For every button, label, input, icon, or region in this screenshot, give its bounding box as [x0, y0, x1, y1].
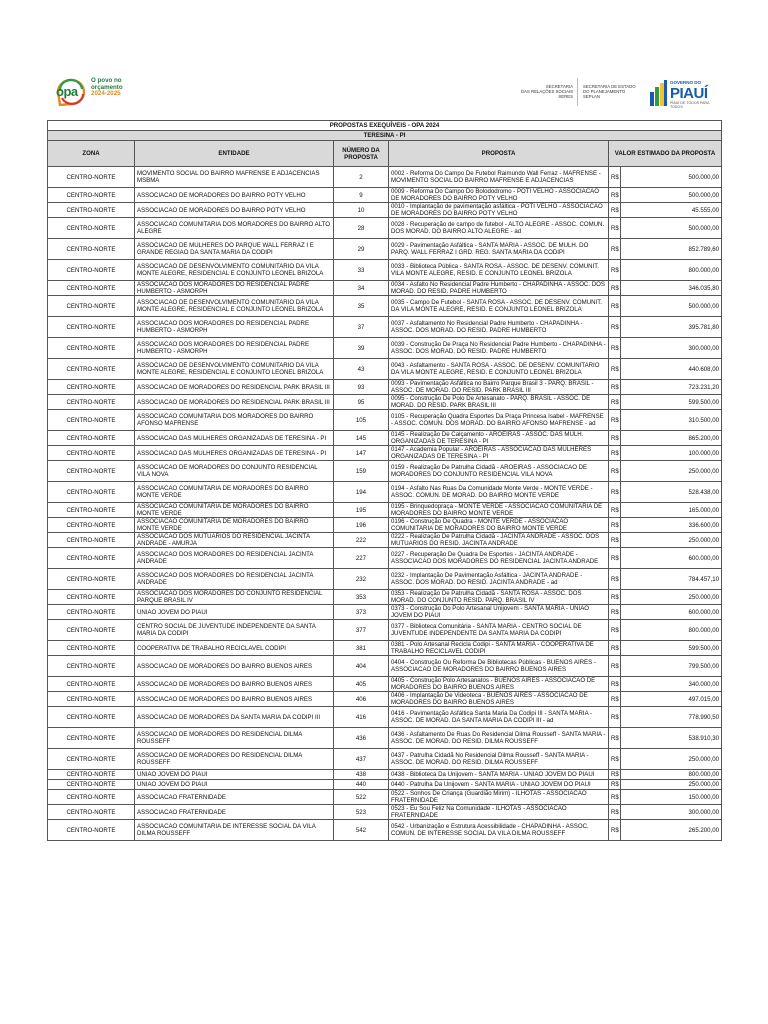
cell-valor: 800.000,00: [621, 770, 722, 780]
table-row: [48, 167, 722, 188]
cell-valor: 336.600,00: [621, 518, 722, 533]
cell-proposta: 0095 - Construção De Polo De Artesanato - PARQ. BRASIL - ASSOC. DE MORAD. DO RESID. PARK BRASIL III: [389, 395, 609, 410]
cell-numero: 523: [334, 805, 389, 820]
cell-proposta: 0159 - Realização De Patrulha Cidadã - AROEIRAS - ASSOCIACAO DE MORADORES DO CONJUNTO RESIDENCIAL VILA NOVA: [389, 461, 609, 482]
cell-proposta: 0029 - Pavimentação Asfáltica - SANTA MARIA - ASSOC. DE MULH. DO PARQ. WALL FERRAZ I GRD. REG. SANTA MARIA DA CODIPI: [389, 239, 609, 260]
cell-currency: R$: [609, 790, 621, 805]
cell-currency: R$: [609, 482, 621, 503]
cell-valor: 100.000,00: [621, 446, 722, 461]
cell-numero: 2: [334, 167, 389, 188]
cell-numero: 37: [334, 317, 389, 338]
cell-currency: R$: [609, 260, 621, 281]
cell-proposta: 0381 - Polo Artesanal Recicla Codipi - SANTA MARIA - COOPERATIVA DE TRABALHO RECICLAVEL CODIPI: [389, 641, 609, 656]
opa-wordmark: opa: [56, 84, 78, 99]
cell-entidade: ASSOCIACAO COMUNITARIA DOS MORADORES DO BAIRRO ALTO ALEGRE: [135, 218, 334, 239]
cell-entidade: ASSOCIACAO DE MORADORES DO BAIRRO POTY VELHO: [135, 188, 334, 203]
cell-numero: 34: [334, 281, 389, 296]
cell-proposta: 0196 - Construção De Quadra - MONTE VERDE - ASSOCIACAO COMUNITARIA DE MORADORES DO BAIRRO MONTE VERDE: [389, 518, 609, 533]
cell-zona: CENTRO-NORTE: [48, 605, 135, 620]
cell-zona: CENTRO-NORTE: [48, 281, 135, 296]
cell-entidade: ASSOCIACAO FRATERNIDADE: [135, 805, 334, 820]
cell-numero: 522: [334, 790, 389, 805]
cell-numero: 227: [334, 548, 389, 569]
piaui-flag-icon: [650, 80, 668, 106]
cell-currency: R$: [609, 446, 621, 461]
cell-zona: CENTRO-NORTE: [48, 548, 135, 569]
cell-zona: CENTRO-NORTE: [48, 620, 135, 641]
cell-valor: 528.438,00: [621, 482, 722, 503]
cell-numero: 9: [334, 188, 389, 203]
cell-zona: CENTRO-NORTE: [48, 338, 135, 359]
cell-zona: CENTRO-NORTE: [48, 239, 135, 260]
table-row: [48, 395, 722, 410]
cell-zona: CENTRO-NORTE: [48, 431, 135, 446]
cell-proposta: 0227 - Recuperação De Quadra De Esportes - JACINTA ANDRADE - ASSOCIACAO DOS MORADORES DO RESIDENCIAL JACINTA ANDRADE: [389, 548, 609, 569]
cell-currency: R$: [609, 749, 621, 770]
cell-zona: CENTRO-NORTE: [48, 641, 135, 656]
cell-numero: 436: [334, 728, 389, 749]
table-row: [48, 218, 722, 239]
cell-zona: CENTRO-NORTE: [48, 656, 135, 677]
cell-numero: 353: [334, 590, 389, 605]
seres-logo: [505, 84, 573, 99]
cell-valor: 310.500,00: [621, 410, 722, 431]
cell-entidade: ASSOCIACAO DE MORADORES DO RESIDENCIAL DILMA ROUSSEFF: [135, 728, 334, 749]
cell-currency: R$: [609, 805, 621, 820]
cell-entidade: ASSOCIACAO DE MULHERES DO PARQUE WALL FERRAZ I E GRANDE REGIAO DA SANTA MARIA DA CODIPI: [135, 239, 334, 260]
cell-entidade: ASSOCIACAO DOS MORADORES DO CONJUNTO RESIDENCIAL PARQUE BRASIL IV: [135, 590, 334, 605]
cell-valor: 500.000,00: [621, 188, 722, 203]
cell-numero: 93: [334, 380, 389, 395]
cell-currency: R$: [609, 317, 621, 338]
col-header-numero: NÚMERO DA PROPOSTA: [334, 141, 389, 167]
city-name: TERESINA - PI: [48, 131, 722, 141]
cell-proposta: 0353 - Realização De Patrulha Cidadã - SANTA ROSA - ASSOC. DOS MORAD. DO CONJUNTO RESID. PARQ. BRASIL IV: [389, 590, 609, 605]
cell-numero: 405: [334, 677, 389, 692]
cell-currency: R$: [609, 281, 621, 296]
cell-numero: 381: [334, 641, 389, 656]
cell-valor: 300.000,00: [621, 338, 722, 359]
tagline-line2: orçamento: [91, 83, 123, 91]
cell-numero: 437: [334, 749, 389, 770]
cell-valor: 800.000,00: [621, 260, 722, 281]
cell-valor: 599.500,00: [621, 641, 722, 656]
table-header-row: [48, 141, 722, 167]
cell-entidade: ASSOCIACAO DE MORADORES DO BAIRRO POTY VELHO: [135, 203, 334, 218]
cell-numero: 222: [334, 533, 389, 548]
cell-zona: CENTRO-NORTE: [48, 410, 135, 431]
cell-proposta: 0145 - Realização De Calçamento - AROEIRAS - ASSOC. DAS MULH. ORGANIZADAS DE TERESINA - PI: [389, 431, 609, 446]
cell-entidade: ASSOCIACAO DE MORADORES DA SANTA MARIA DA CODIPI III: [135, 707, 334, 728]
cell-currency: R$: [609, 820, 621, 841]
cell-entidade: ASSOCIACAO COMUNITARIA DOS MORADORES DO BAIRRO AFONSO MAFRENSE: [135, 410, 334, 431]
cell-currency: R$: [609, 605, 621, 620]
cell-entidade: COOPERATIVA DE TRABALHO RECICLAVEL CODIPI: [135, 641, 334, 656]
tagline-line1: O povo no: [91, 77, 122, 84]
cell-valor: 250.000,00: [621, 780, 722, 790]
table-row: [48, 707, 722, 728]
cell-proposta: 0039 - Construção De Praça No Residencial Padre Humberto - CHAPADINHA - ASSOC. DOS MORAD. DO RESID. PADRE HUMBERTO: [389, 338, 609, 359]
cell-zona: CENTRO-NORTE: [48, 780, 135, 790]
cell-currency: R$: [609, 461, 621, 482]
cell-proposta: 0010 - Implantação de pavimentação asfáltica - POTI VELHO - ASSOCIACAO DE MORADORES DO BAIRRO POTY VELHO: [389, 203, 609, 218]
table-row: [48, 446, 722, 461]
cell-valor: 250.000,00: [621, 749, 722, 770]
cell-numero: 29: [334, 239, 389, 260]
cell-zona: CENTRO-NORTE: [48, 728, 135, 749]
government-logos: [505, 78, 720, 110]
cell-zona: CENTRO-NORTE: [48, 692, 135, 707]
cell-zona: CENTRO-NORTE: [48, 569, 135, 590]
cell-zona: CENTRO-NORTE: [48, 359, 135, 380]
cell-proposta: 0043 - Asfaltamento - SANTA ROSA - ASSOC. DE DESENV. COMUNITARIO DA VILA MONTE ALEGRE, RESID. E CONJUNTO LEONEL BRIZOLA: [389, 359, 609, 380]
gov-label: GOVERNO DO: [670, 80, 702, 85]
cell-zona: CENTRO-NORTE: [48, 503, 135, 518]
cell-proposta: 0093 - Pavimentação Asfáltica no Bairro Parque Brasil 3 - PARQ. BRASIL - ASSOC. DE MORAD. DO RESID. PARK BRASIL III: [389, 380, 609, 395]
cell-currency: R$: [609, 770, 621, 780]
cell-zona: CENTRO-NORTE: [48, 805, 135, 820]
table-row: [48, 431, 722, 446]
cell-valor: 250.000,00: [621, 461, 722, 482]
cell-numero: 147: [334, 446, 389, 461]
table-row: [48, 203, 722, 218]
cell-currency: R$: [609, 167, 621, 188]
cell-entidade: ASSOCIACAO FRATERNIDADE: [135, 790, 334, 805]
cell-proposta: 0105 - Recuperação Quadra Esportes Da Praça Princesa Isabel - MAFRENSE - ASSOC. COMUN. DOS MORAD. DO BAIRRO AFONSO MAFRENSE - ad: [389, 410, 609, 431]
table-row: [48, 317, 722, 338]
seres-line2: DAS RELAÇÕES SOCIAIS: [520, 89, 573, 94]
cell-numero: 196: [334, 518, 389, 533]
cell-numero: 35: [334, 296, 389, 317]
table-row: [48, 605, 722, 620]
cell-valor: 395.781,80: [621, 317, 722, 338]
cell-currency: R$: [609, 641, 621, 656]
table-row: [48, 338, 722, 359]
cell-valor: 250.000,00: [621, 533, 722, 548]
cell-currency: R$: [609, 620, 621, 641]
cell-currency: R$: [609, 728, 621, 749]
cell-valor: 150.000,00: [621, 790, 722, 805]
cell-zona: CENTRO-NORTE: [48, 188, 135, 203]
cell-valor: 500.000,00: [621, 218, 722, 239]
cell-numero: 440: [334, 780, 389, 790]
cell-entidade: ASSOCIACAO DAS MULHERES ORGANIZADAS DE TERESINA - PI: [135, 431, 334, 446]
cell-zona: CENTRO-NORTE: [48, 296, 135, 317]
cell-proposta: 0195 - Brinquedopraça - MONTE VERDE - ASSOCIACAO COMUNITARIA DE MORADORES DO BAIRRO MONTE VERDE: [389, 503, 609, 518]
cell-zona: CENTRO-NORTE: [48, 167, 135, 188]
cell-numero: 28: [334, 218, 389, 239]
cell-currency: R$: [609, 677, 621, 692]
cell-valor: 165.000,00: [621, 503, 722, 518]
cell-valor: 852.789,60: [621, 239, 722, 260]
cell-currency: R$: [609, 431, 621, 446]
cell-currency: R$: [609, 569, 621, 590]
cell-valor: 497.015,00: [621, 692, 722, 707]
cell-numero: 39: [334, 338, 389, 359]
cell-valor: 600.000,00: [621, 548, 722, 569]
col-header-entidade: ENTIDADE: [135, 141, 334, 167]
table-row: [48, 677, 722, 692]
cell-proposta: 0147 - Academia Popular - AROEIRAS - ASSOCIACAO DAS MULHERES ORGANIZADAS DE TERESINA - PI: [389, 446, 609, 461]
table-row: [48, 641, 722, 656]
cell-entidade: ASSOCIACAO COMUNITARIA DE MORADORES DO BAIRRO MONTE VERDE: [135, 503, 334, 518]
cell-currency: R$: [609, 503, 621, 518]
cell-valor: 250.000,00: [621, 590, 722, 605]
table-row: [48, 503, 722, 518]
cell-proposta: 0523 - Eu Sou Feliz Na Comunidade - ILHOTAS - ASSOCIACAO FRATERNIDADE: [389, 805, 609, 820]
cell-currency: R$: [609, 188, 621, 203]
cell-proposta: 0035 - Campo De Futebol - SANTA ROSA - ASSOC. DE DESENV. COMUNIT. DA VILA MONTE ALEGRE, RESID. E CONJUNTO LEONEL BRIZOLA: [389, 296, 609, 317]
cell-proposta: 0222 - Realização De Patrulha Cidadã - JACINTA ANDRADE - ASSOC. DOS MUTUARIOS DO RESID. JACINTA ANDRADE: [389, 533, 609, 548]
table-row: [48, 780, 722, 790]
cell-proposta: 0542 - Urbanização e Estrutura Acessibilidade - CHAPADINHA - ASSOC. COMUN. DE INTERESSE SOCIAL DA VILA DILMA ROUSSEFF: [389, 820, 609, 841]
document-title-row: [48, 121, 722, 131]
cell-zona: CENTRO-NORTE: [48, 677, 135, 692]
cell-proposta: 0232 - Implantação De Pavimentação Asfáltica - JACINTA ANDRADE - ASSOC. DOS MORAD. DO RESID. JACINTA ANDRADE - ad: [389, 569, 609, 590]
table-row: [48, 569, 722, 590]
cell-currency: R$: [609, 692, 621, 707]
cell-valor: 45.555,00: [621, 203, 722, 218]
cell-proposta: 0373 - Construção Do Polo Artesanal Unijovem - SANTA MARIA - UNIAO JOVEM DO PIAUI: [389, 605, 609, 620]
governo-piaui-logo: [650, 78, 720, 108]
cell-valor: 340.000,00: [621, 677, 722, 692]
cell-numero: 194: [334, 482, 389, 503]
cell-numero: 373: [334, 605, 389, 620]
cell-proposta: 0404 - Construção Ou Reforma De Bibliotecas Públicas - BUENOS AIRES - ASSOCIACAO DE MORADORES DO BAIRRO BUENOS AIRES: [389, 656, 609, 677]
cell-valor: 500.000,00: [621, 167, 722, 188]
cell-entidade: ASSOCIACAO DOS MUTUARIOS DO RESIDENCIAL JACINTA ANDRADE - AMURJA: [135, 533, 334, 548]
cell-proposta: 0436 - Asfaltamento De Ruas Do Residencial Dilma Rousseff - SANTA MARIA - ASSOC. DE MORAD. DO RESID. DILMA ROUSSEFF: [389, 728, 609, 749]
gov-slogan: PIAUÍ DE TODOS PARA TODOS: [670, 101, 710, 109]
cell-zona: CENTRO-NORTE: [48, 260, 135, 281]
cell-proposta: 0028 - Recuperação de campo de futebol - ALTO ALEGRE - ASSOC. COMUN. DOS MORAD. DO BAIRRO ALTO ALEGRE - ad: [389, 218, 609, 239]
cell-entidade: ASSOCIACAO DE MORADORES DO BAIRRO BUENOS AIRES: [135, 677, 334, 692]
cell-proposta: 0416 - Pavimentação Asfáltica Santa Maria Da Codipi III - SANTA MARIA - ASSOC. DE MORAD. DA SANTA MARIA DA CODIPI III - ad: [389, 707, 609, 728]
gov-name: PIAUÍ: [670, 85, 708, 102]
cell-entidade: ASSOCIACAO COMUNITARIA DE MORADORES DO BAIRRO MONTE VERDE: [135, 482, 334, 503]
cell-zona: CENTRO-NORTE: [48, 482, 135, 503]
cell-valor: 799.500,00: [621, 656, 722, 677]
cell-entidade: ASSOCIACAO DE MORADORES DO RESIDENCIAL DILMA ROUSSEFF: [135, 749, 334, 770]
cell-numero: 95: [334, 395, 389, 410]
cell-currency: R$: [609, 395, 621, 410]
document-title: PROPOSTAS EXEQUÍVEIS - OPA 2024: [48, 121, 722, 131]
opa-tagline: [91, 78, 141, 98]
cell-entidade: ASSOCIACAO DOS MORADORES DO RESIDENCIAL PADRE HUMBERTO - ASMORPH: [135, 281, 334, 296]
col-header-valor: VALOR ESTIMADO DA PROPOSTA: [609, 141, 722, 167]
table-row: [48, 590, 722, 605]
table-row: [48, 239, 722, 260]
cell-numero: 542: [334, 820, 389, 841]
cell-proposta: 0440 - Patrulha Da Uniјovem - SANTA MARIA - UNIAO JOVEM DO PIAUI: [389, 780, 609, 790]
table-row: [48, 461, 722, 482]
table-row: [48, 482, 722, 503]
cell-currency: R$: [609, 296, 621, 317]
cell-zona: CENTRO-NORTE: [48, 707, 135, 728]
cell-valor: 300.000,00: [621, 805, 722, 820]
cell-numero: 10: [334, 203, 389, 218]
cell-currency: R$: [609, 518, 621, 533]
seplan-line2: DO PLANEJAMENTO: [583, 89, 626, 94]
cell-entidade: UNIAO JOVEM DO PIAUI: [135, 605, 334, 620]
cell-entidade: ASSOCIACAO DAS MULHERES ORGANIZADAS DE TERESINA - PI: [135, 446, 334, 461]
table-row: [48, 548, 722, 569]
table-row: [48, 188, 722, 203]
cell-entidade: ASSOCIACAO DE MORADORES DO RESIDENCIAL PARK BRASIL III: [135, 380, 334, 395]
seres-line1: SECRETARIA: [545, 84, 573, 89]
cell-valor: 599.500,00: [621, 395, 722, 410]
table-row: [48, 820, 722, 841]
table-row: [48, 281, 722, 296]
seres-line3: SERES: [558, 94, 573, 99]
cell-entidade: ASSOCIACAO COMUNITARIA DE INTERESSE SOCIAL DA VILA DILMA ROUSSEFF: [135, 820, 334, 841]
cell-proposta: 0406 - Implantação De Videoteca - BUENOS AIRES - ASSOCIACAO DE MORADORES DO BAIRRO BUENOS AIRES: [389, 692, 609, 707]
table-row: [48, 749, 722, 770]
cell-numero: 195: [334, 503, 389, 518]
cell-entidade: ASSOCIACAO DOS MORADORES DO RESIDENCIAL JACINTA ANDRADE: [135, 548, 334, 569]
cell-entidade: ASSOCIACAO DOS MORADORES DO RESIDENCIAL PADRE HUMBERTO - ASMORPH: [135, 317, 334, 338]
cell-proposta: 0405 - Construção Polo Artesanatos - BUENOS AIRES - ASSOCIACAO DE MORADORES DO BAIRRO BUENOS AIRES: [389, 677, 609, 692]
cell-valor: 865.200,00: [621, 431, 722, 446]
cell-valor: 538.910,30: [621, 728, 722, 749]
logo-divider: [577, 78, 578, 106]
cell-numero: 438: [334, 770, 389, 780]
cell-zona: CENTRO-NORTE: [48, 749, 135, 770]
cell-entidade: MOVIMENTO SOCIAL DO BAIRRO MAFRENSE E ADJACENCIAS MSBMA: [135, 167, 334, 188]
cell-currency: R$: [609, 359, 621, 380]
cell-zona: CENTRO-NORTE: [48, 218, 135, 239]
cell-proposta: 0377 - Biblioteca Comunitária - SANTA MARIA - CENTRO SOCIAL DE JUVENTUDE INDEPENDENTE DA SANTA MARIA DA CODIPI: [389, 620, 609, 641]
cell-currency: R$: [609, 707, 621, 728]
cell-entidade: ASSOCIACAO DE DESENVOLVIMENTO COMUNITARIO DA VILA MONTE ALEGRE, RESIDENCIAL E CONJUNTO LEONEL BRIZOLA: [135, 359, 334, 380]
cell-entidade: ASSOCIACAO DOS MORADORES DO RESIDENCIAL JACINTA ANDRADE: [135, 569, 334, 590]
cell-zona: CENTRO-NORTE: [48, 518, 135, 533]
cell-proposta: 0194 - Asfalto Nas Ruas Da Comunidade Monte Verde - MONTE VERDE - ASSOC. COMUN. DE MORAD. DO BAIRRO MONTE VERDE: [389, 482, 609, 503]
cell-zona: CENTRO-NORTE: [48, 395, 135, 410]
proposals-table: [47, 120, 722, 841]
table-row: [48, 728, 722, 749]
tagline-years: 2024-2025: [91, 90, 121, 98]
table-row: [48, 410, 722, 431]
cell-valor: 784.457,10: [621, 569, 722, 590]
col-header-proposta: PROPOSTA: [389, 141, 609, 167]
cell-numero: 232: [334, 569, 389, 590]
cell-currency: R$: [609, 380, 621, 395]
cell-currency: R$: [609, 203, 621, 218]
table-row: [48, 260, 722, 281]
cell-entidade: UNIAO JOVEM DO PIAUI: [135, 770, 334, 780]
cell-valor: 800.000,00: [621, 620, 722, 641]
cell-numero: 404: [334, 656, 389, 677]
cell-valor: 500.000,00: [621, 296, 722, 317]
cell-entidade: ASSOCIACAO DE DESENVOLVIMENTO COMUNITARIO DA VILA MONTE ALEGRE, RESIDENCIAL E CONJUNTO LEONEL BRIZOLA: [135, 260, 334, 281]
cell-zona: CENTRO-NORTE: [48, 203, 135, 218]
cell-zona: CENTRO-NORTE: [48, 770, 135, 780]
cell-entidade: ASSOCIACAO DOS MORADORES DO RESIDENCIAL PADRE HUMBERTO - ASMORPH: [135, 338, 334, 359]
seplan-logo: [583, 84, 645, 99]
table-row: [48, 790, 722, 805]
table-row: [48, 533, 722, 548]
cell-zona: CENTRO-NORTE: [48, 820, 135, 841]
cell-currency: R$: [609, 548, 621, 569]
cell-numero: 406: [334, 692, 389, 707]
seplan-line1: SECRETARIA DE ESTADO: [583, 84, 636, 89]
cell-valor: 440.608,00: [621, 359, 722, 380]
cell-numero: 105: [334, 410, 389, 431]
cell-numero: 416: [334, 707, 389, 728]
cell-entidade: ASSOCIACAO COMUNITARIA DE MORADORES DO BAIRRO MONTE VERDE: [135, 518, 334, 533]
cell-proposta: 0437 - Patrulha Cidadã No Residencial Dilma Rousseff - SANTA MARIA - ASSOC. DE MORAD. DO RESID. DILMA ROUSSEFF: [389, 749, 609, 770]
cell-numero: 377: [334, 620, 389, 641]
cell-valor: 265.200,00: [621, 820, 722, 841]
table-row: [48, 296, 722, 317]
cell-valor: 600.000,00: [621, 605, 722, 620]
cell-proposta: 0438 - Biblioteca Da Uniјovem - SANTA MARIA - UNIAO JOVEM DO PIAUI: [389, 770, 609, 780]
cell-numero: 43: [334, 359, 389, 380]
cell-entidade: ASSOCIACAO DE MORADORES DO BAIRRO BUENOS AIRES: [135, 656, 334, 677]
cell-zona: CENTRO-NORTE: [48, 317, 135, 338]
cell-proposta: 0034 - Asfalto No Residencial Padre Humberto - CHAPADINHA - ASSOC. DOS MORAD. DO RESID. PADRE HUMBERTO: [389, 281, 609, 296]
opa-logo: [54, 76, 134, 110]
cell-zona: CENTRO-NORTE: [48, 380, 135, 395]
table-row: [48, 359, 722, 380]
cell-numero: 33: [334, 260, 389, 281]
cell-currency: R$: [609, 239, 621, 260]
cell-entidade: ASSOCIACAO DE MORADORES DO RESIDENCIAL PARK BRASIL III: [135, 395, 334, 410]
table-row: [48, 656, 722, 677]
cell-currency: R$: [609, 410, 621, 431]
cell-valor: 778.990,50: [621, 707, 722, 728]
cell-numero: 145: [334, 431, 389, 446]
page-header: [0, 0, 768, 115]
cell-proposta: 0002 - Reforma Do Campo De Futebol Raimundo Wall Ferraz - MAFRENSE - MOVIMENTO SOCIAL DO BAIRRO MAFRENSE E ADJACENCIAS: [389, 167, 609, 188]
cell-numero: 159: [334, 461, 389, 482]
seplan-line3: SEPLAN: [583, 94, 600, 99]
cell-entidade: ASSOCIACAO DE MORADORES DO CONJUNTO RESIDENCIAL VILA NOVA: [135, 461, 334, 482]
cell-valor: 346.035,80: [621, 281, 722, 296]
table-row: [48, 692, 722, 707]
cell-currency: R$: [609, 656, 621, 677]
cell-zona: CENTRO-NORTE: [48, 446, 135, 461]
cell-valor: 723.231,20: [621, 380, 722, 395]
table-row: [48, 805, 722, 820]
cell-entidade: UNIAO JOVEM DO PIAUI: [135, 780, 334, 790]
table-row: [48, 770, 722, 780]
table-row: [48, 620, 722, 641]
table-row: [48, 380, 722, 395]
cell-zona: CENTRO-NORTE: [48, 461, 135, 482]
cell-entidade: ASSOCIACAO DE MORADORES DO BAIRRO BUENOS AIRES: [135, 692, 334, 707]
cell-proposta: 0009 - Reforma Do Campo Do Bolododromo - POTI VELHO - ASSOCIACAO DE MORADORES DO BAIRRO POTY VELHO: [389, 188, 609, 203]
cell-currency: R$: [609, 590, 621, 605]
cell-entidade: CENTRO SOCIAL DE JUVENTUDE INDEPENDENTE DA SANTA MARIA DA CODIPI: [135, 620, 334, 641]
city-row: [48, 131, 722, 141]
cell-zona: CENTRO-NORTE: [48, 590, 135, 605]
cell-proposta: 0037 - Asfaltamento No Residencial Padre Humberto - CHAPADINHA - ASSOC. DOS MORAD. DO RESID. PADRE HUMBERTO: [389, 317, 609, 338]
cell-currency: R$: [609, 338, 621, 359]
cell-proposta: 0033 - Biblioteca Pública - SANTA ROSA - ASSOC. DE DESENV. COMUNIT. VILA MONTE ALEGRE, RESID. E CONJUNTO LEONEL BRIZOLA: [389, 260, 609, 281]
cell-zona: CENTRO-NORTE: [48, 533, 135, 548]
cell-proposta: 0522 - Sonhos De Criança (Guardião Mirim) - ILHOTAS - ASSOCIACAO FRATERNIDADE: [389, 790, 609, 805]
cell-entidade: ASSOCIACAO DE DESENVOLVIMENTO COMUNITARIO DA VILA MONTE ALEGRE, RESIDENCIAL E CONJUNTO LEONEL BRIZOLA: [135, 296, 334, 317]
col-header-zona: ZONA: [48, 141, 135, 167]
cell-currency: R$: [609, 218, 621, 239]
cell-currency: R$: [609, 780, 621, 790]
table-row: [48, 518, 722, 533]
cell-currency: R$: [609, 533, 621, 548]
cell-zona: CENTRO-NORTE: [48, 790, 135, 805]
